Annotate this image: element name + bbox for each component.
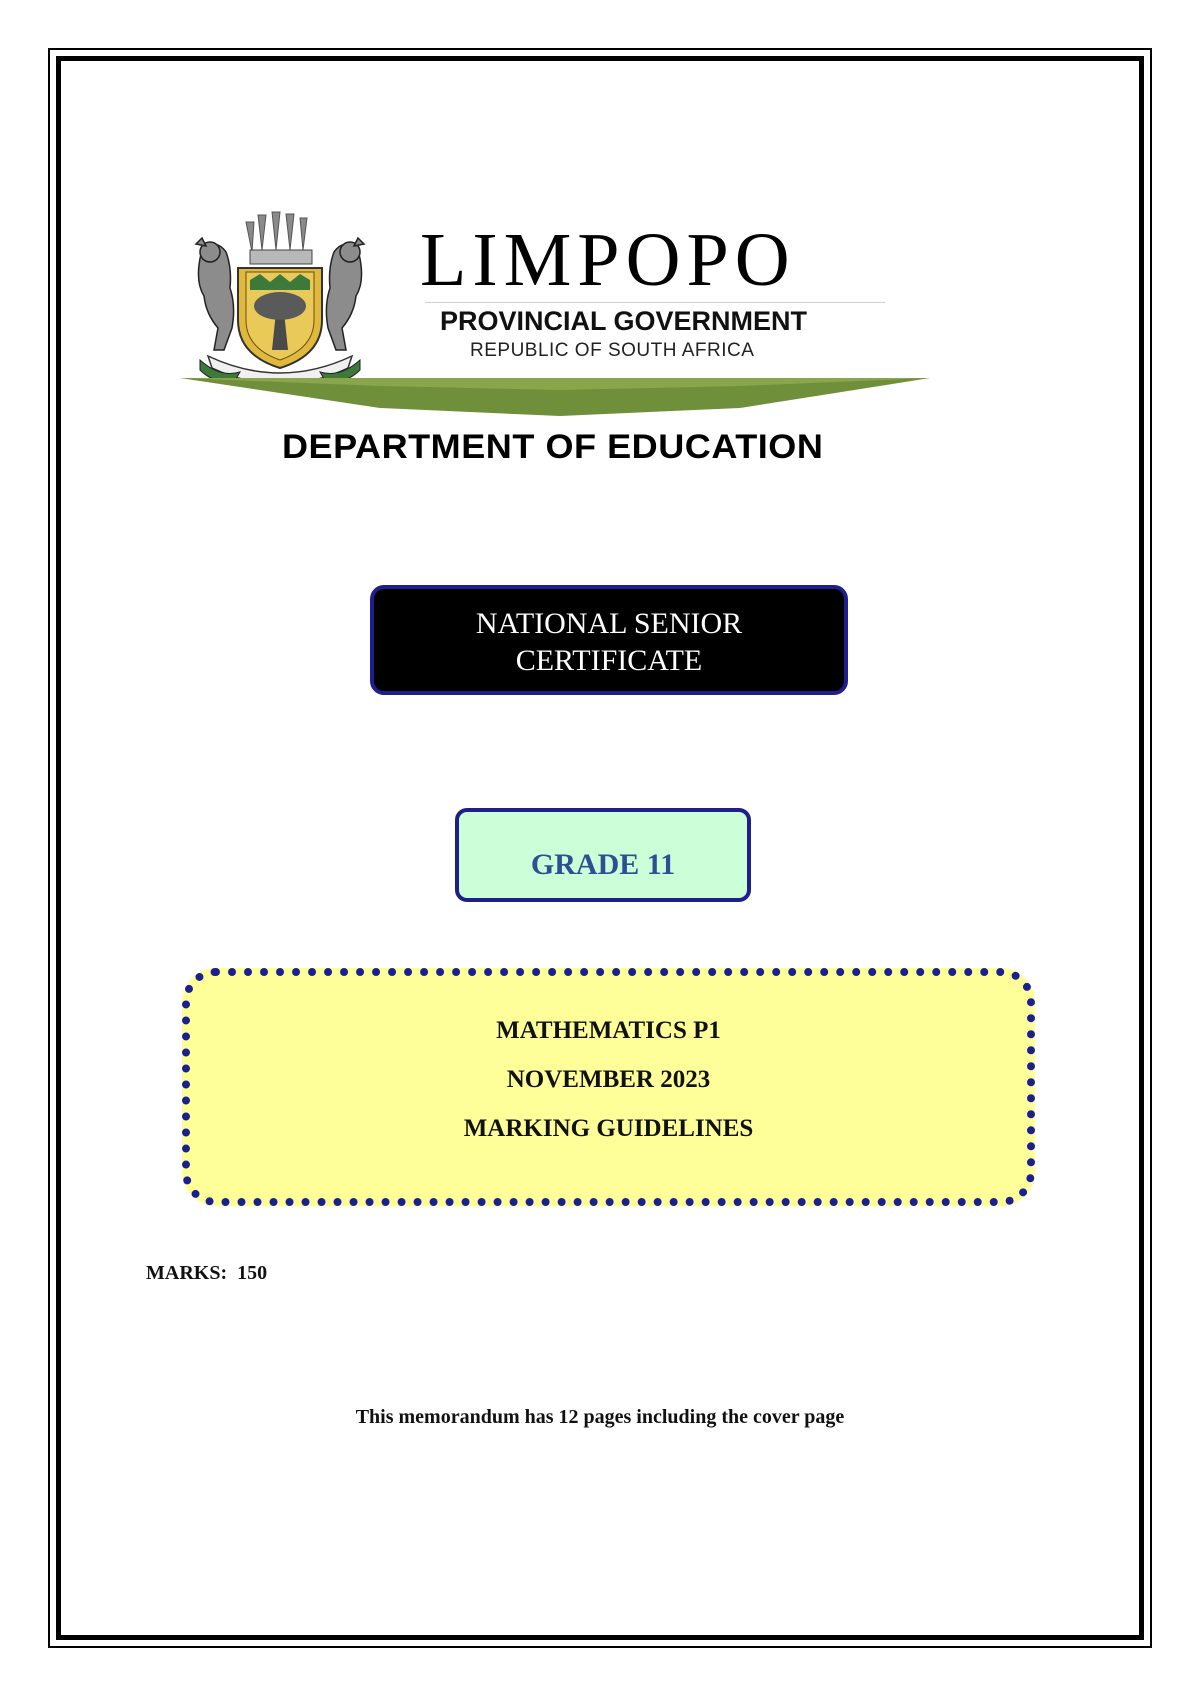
brand-divider: [425, 302, 885, 303]
country-title: REPUBLIC OF SOUTH AFRICA: [470, 340, 755, 361]
marks-total: MARKS: 150: [146, 1262, 268, 1284]
subject-box: [182, 968, 1035, 1206]
green-banner-arrow: [180, 378, 930, 418]
department-title: DEPARTMENT OF EDUCATION: [282, 428, 824, 466]
grade-label: GRADE 11: [530, 848, 676, 881]
government-title: PROVINCIAL GOVERNMENT: [440, 306, 808, 336]
subject-paper: MATHEMATICS P1: [496, 1017, 721, 1044]
certificate-box: [370, 585, 848, 695]
memo-page-count: This memorandum has 12 pages including the cover page: [355, 1406, 845, 1428]
certificate-line-1: NATIONAL SENIOR: [475, 607, 743, 640]
coat-of-arms-icon: [180, 210, 380, 385]
subject-type: MARKING GUIDELINES: [463, 1115, 754, 1142]
subject-session: NOVEMBER 2023: [506, 1066, 711, 1093]
province-title: LIMPOPO: [420, 218, 796, 302]
grade-box: [455, 808, 751, 902]
certificate-line-2: CERTIFICATE: [515, 644, 703, 677]
